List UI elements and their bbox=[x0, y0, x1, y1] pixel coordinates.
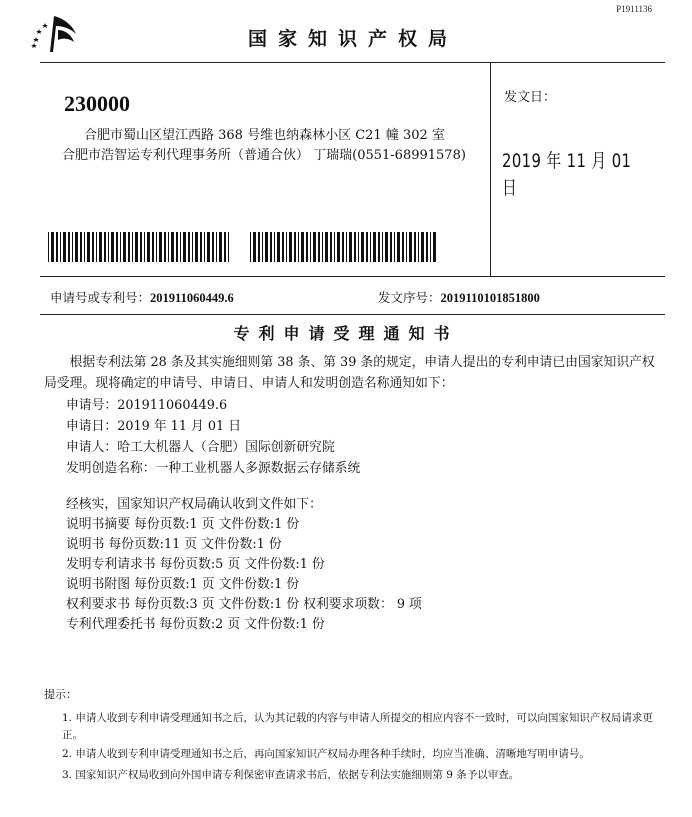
dispatch-serial-label: 发文序号： bbox=[378, 290, 441, 305]
received-file-item: 说明书附图 每份页数:1 页 文件份数:1 份 bbox=[66, 577, 300, 592]
notice-label: 提示： bbox=[44, 688, 77, 701]
header-bottom-rule bbox=[40, 276, 665, 277]
dispatch-date-label: 发文日： bbox=[504, 90, 557, 105]
recipient-address: 合肥市蜀山区望江西路 368 号维也纳森林小区 C21 幢 302 室 bbox=[84, 128, 445, 143]
office-name: 国家知识产权局 bbox=[248, 28, 459, 50]
detail-applicant: 申请人：哈工大机器人（合肥）国际创新研究院 bbox=[66, 440, 335, 455]
postcode: 230000 bbox=[64, 91, 130, 116]
detail-invention-title: 发明创造名称：一种工业机器人多源数据云存储系统 bbox=[66, 461, 361, 476]
dispatch-serial-row bbox=[378, 288, 540, 306]
notice-item-3: 3. 国家知识产权局收到向外国申请专利保密审查请求书后，依据专利法实施细则第 9 条予以审查。 bbox=[62, 769, 520, 781]
application-number-label: 申请号或专利号： bbox=[50, 290, 151, 305]
barcode-right bbox=[250, 232, 438, 262]
header-top-rule bbox=[40, 62, 665, 63]
detail-filing-date: 申请日：2019 年 11 月 01 日 bbox=[66, 419, 242, 434]
header-divider bbox=[490, 62, 491, 277]
received-file-item: 专利代理委托书 每份页数:2 页 文件份数:1 份 bbox=[66, 617, 325, 632]
received-file-item: 权利要求书 每份页数:3 页 文件份数:1 份 权利要求项数： 9 项 bbox=[66, 597, 422, 612]
document-id: P1911136 bbox=[616, 4, 652, 14]
notice-item-2: 2. 申请人收到专利申请受理通知书之后，再向国家知识产权局办理各种手续时，均应当准确、清晰地写明申请号。 bbox=[62, 748, 590, 760]
intro-paragraph: 根据专利法第 28 条及其实施细则第 38 条、第 39 条的规定，申请人提出的专利申请已由国家知识产权局受理。现将确定的申请号、申请日、申请人和发明创造名称通知如下： bbox=[44, 355, 655, 391]
received-intro: 经核实，国家知识产权局确认收到文件如下： bbox=[66, 497, 322, 512]
received-file-item: 说明书 每份页数:11 页 文件份数:1 份 bbox=[66, 537, 282, 552]
barcode-left bbox=[48, 232, 233, 262]
dispatch-serial-value: 2019110101851800 bbox=[440, 291, 540, 305]
application-number-value: 201911060449.6 bbox=[150, 291, 234, 305]
received-file-item: 发明专利请求书 每份页数:5 页 文件份数:1 份 bbox=[66, 557, 325, 572]
cnipa-logo-icon bbox=[28, 8, 80, 56]
application-number-row bbox=[50, 288, 234, 306]
received-file-item: 说明书摘要 每份页数:1 页 文件份数:1 份 bbox=[66, 517, 300, 532]
recipient-agency: 合肥市浩智运专利代理事务所（普通合伙） 丁瑞瑞(0551-68991578) bbox=[62, 148, 466, 163]
numbers-bottom-rule bbox=[40, 314, 665, 315]
dispatch-date: 2019 年 11 月 01 日 bbox=[502, 150, 632, 199]
notice-item-1: 1. 申请人收到专利申请受理通知书之后，认为其记载的内容与申请人所提交的相应内容不一致时，可以向国家知识产权局请求更正。 bbox=[62, 712, 653, 741]
notice-title: 专利申请受理通知书 bbox=[233, 324, 459, 343]
detail-application-number: 申请号：201911060449.6 bbox=[66, 398, 228, 413]
